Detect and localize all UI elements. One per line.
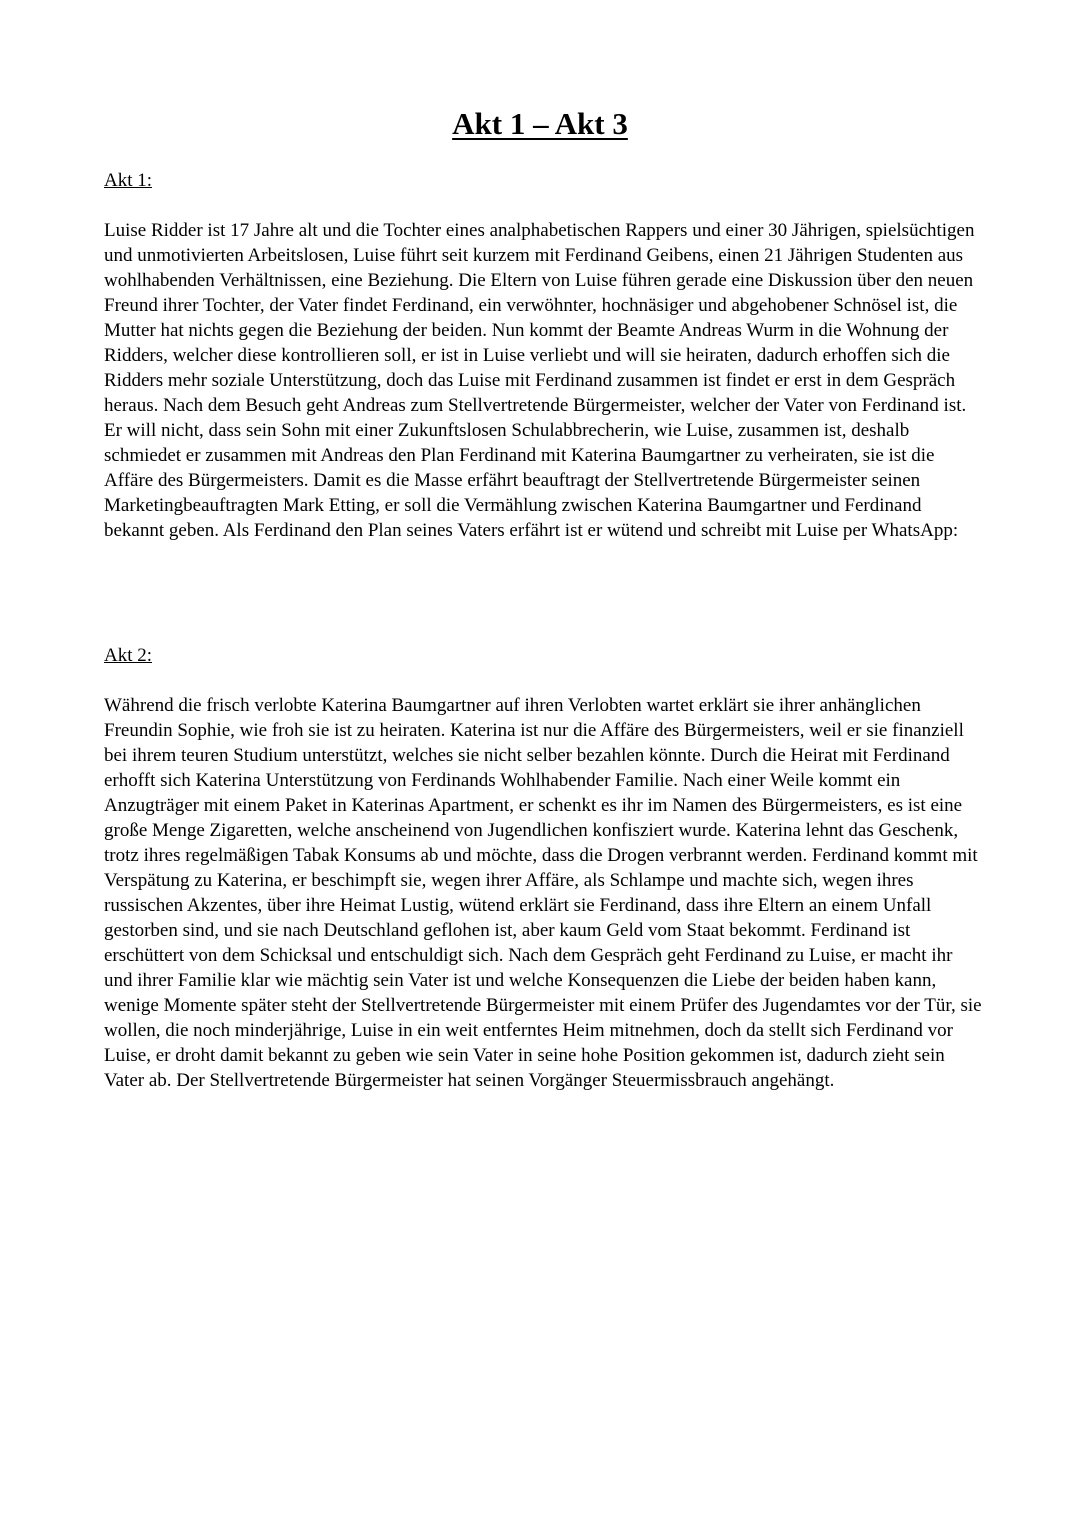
- section-heading-akt-1: [104, 168, 984, 193]
- section-heading: Akt 2:: [104, 645, 153, 666]
- section-paragraph: Luise Ridder ist 17 Jahre alt und die Tochter eines analphabetischen Rappers und einer 30 Jährigen, spielsüchtigen und unmotivierten Arbeitslosen, Luise führt seit kurzem mit Ferdinand Geibens, einen 21 Jährigen Studenten aus wohlhabenden Verhältnissen, eine Beziehung. Die Eltern von Luise führen gerade eine Diskussion über den neuen Freund ihrer Tochter, der Vater findet Ferdinand, ein verwöhnter, hochnäsiger und abgehobener Schnösel ist, die Mutter hat nichts gegen die Beziehung der beiden. Nun kommt der Beamte Andreas Wurm in die Wohnung der Ridders, welcher diese kontrollieren soll, er ist in Luise verliebt und will sie heiraten, dadurch erhoffen sich die Ridders mehr soziale Unterstützung, doch das Luise mit Ferdinand zusammen ist findet er erst in dem Gespräch heraus. Nach dem Besuch geht Andreas zum Stellvertretende Bürgermeister, welcher der Vater von Ferdinand ist. Er will nicht, dass sein Sohn mit einer Zukunftslosen Schulabbrecherin, wie Luise, zusammen ist, deshalb schmiedet er zusammen mit Andreas den Plan Ferdinand mit Katerina Baumgartner zu verheiraten, sie ist die Affäre des Bürgermeisters. Damit es die Masse erfährt beauftragt der Stellvertretende Bürgermeister seinen Marketingbeauftragten Mark Etting, er soll die Vermählung zwischen Katerina Baumgartner und Ferdinand bekannt geben. Als Ferdinand den Plan seines Vaters erfährt ist er wütend und schreibt mit Luise per WhatsApp:: [104, 220, 975, 541]
- section-body-akt-2: [104, 693, 984, 1093]
- section-body-akt-1: [104, 218, 984, 543]
- section-heading-akt-2: [104, 643, 984, 668]
- document-title: Akt 1 – Akt 3: [452, 106, 628, 141]
- section-paragraph: Während die frisch verlobte Katerina Baumgartner auf ihren Verlobten wartet erklärt sie ihrer anhänglichen Freundin Sophie, wie froh sie ist zu heiraten. Katerina ist nur die Affäre des Bürgermeisters, weil er sie finanziell bei ihrem teuren Studium unterstützt, welches sie nicht selber bezahlen könnte. Durch die Heirat mit Ferdinand erhofft sich Katerina Unterstützung von Ferdinands Wohlhabender Familie. Nach einer Weile kommt ein Anzugträger mit einem Paket in Katerinas Apartment, er schenkt es ihr im Namen des Bürgermeisters, es ist eine große Menge Zigaretten, welche anscheinend von Jugendlichen konfisziert wurde. Katerina lehnt das Geschenk, trotz ihres regelmäßigen Tabak Konsums ab und möchte, dass die Drogen verbrannt werden. Ferdinand kommt mit Verspätung zu Katerina, er beschimpft sie, wegen ihrer Affäre, als Schlampe und machte sich, wegen ihres russischen Akzentes, über ihre Heimat Lustig, wütend erklärt sie Ferdinand, dass ihre Eltern an einem Unfall gestorben sind, und sie nach Deutschland geflohen ist, aber kaum Geld vom Staat bekommt. Ferdinand ist erschüttert von dem Schicksal und entschuldigt sich. Nach dem Gespräch geht Ferdinand zu Luise, er macht ihr und ihrer Familie klar wie mächtig sein Vater ist und welche Konsequenzen die Liebe der beiden haben kann, wenige Momente später steht der Stellvertretende Bürgermeister mit einem Prüfer des Jugendamtes vor der Tür, sie wollen, die noch minderjährige, Luise in ein weit entferntes Heim mitnehmen, doch da stellt sich Ferdinand vor Luise, er droht damit bekannt zu geben wie sein Vater in seine hohe Position gekommen ist, dadurch zieht sein Vater ab. Der Stellvertretende Bürgermeister hat seinen Vorgänger Steuermissbrauch angehängt.: [104, 695, 982, 1091]
- section-heading: Akt 1:: [104, 170, 153, 191]
